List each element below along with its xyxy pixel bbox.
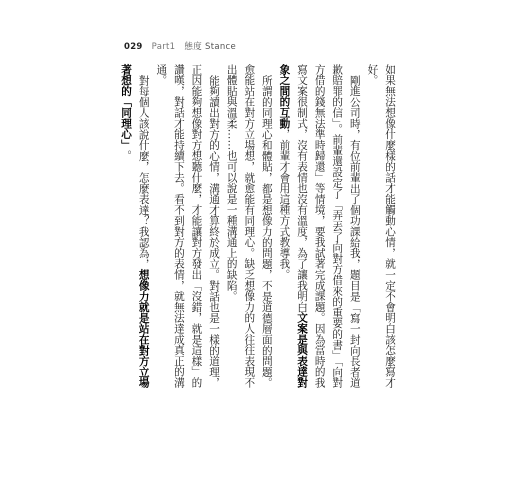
text-segment: 能夠讀出對方的心情，溝通才算終於成立。對話也是一樣的道理，正因能夠想像對方想聽什麼，才能讓對方發出「沒錯，就是這樣」的讚嘆，對話才能持續下去。看不到對方的表情，就無法達成真正的溝通。 <box>155 64 221 388</box>
text-segment: 如果無法想像什麼樣的話才能觸動心情，就一定不會明白該怎麼寫才好。 <box>366 64 396 388</box>
paragraph <box>363 64 398 394</box>
part-label: Part1 <box>151 42 176 52</box>
chapter-title: 態度 Stance <box>184 42 237 52</box>
vertical-body-text <box>117 64 399 394</box>
text-segment: 對每個人該說什麼，怎麼表達？我認為， <box>137 74 150 269</box>
paragraph <box>117 64 152 394</box>
emphasized-text: 想像力就是站在對方立場著想的「同理心」 <box>120 64 150 388</box>
text-segment: 所謂的同理心和體貼，都是想像力的問題，不是道德層面的問題。愈能站在對方立場想，就愈能有同理心。缺乏想像力的人往往表現不出體貼與溫柔……也可以說是一種溝通上的缺陷。 <box>225 64 273 388</box>
running-header <box>124 40 236 52</box>
paragraph <box>275 64 363 394</box>
text-segment: 剛進公司時，有位前輩出了個功課給我，題目是「寫一封向長者道歉賠罪的信」。前輩還設定了「弄丟了向對方借來的重要的書」「向對方借的錢無法準時歸還」等情境，要我試著完成課題。因為當時的我寫文案很制式，沒有表情也沒有溫度，為了讓我明白 <box>296 64 361 389</box>
paragraph <box>222 64 275 394</box>
emphasized-text: 文案是與表達對象之間的互動 <box>278 64 309 389</box>
page-number: 029 <box>124 42 143 52</box>
text-segment: 。 <box>120 150 133 162</box>
text-segment: ，前輩才會用這種方式教導我。 <box>278 128 291 281</box>
paragraph <box>152 64 222 394</box>
